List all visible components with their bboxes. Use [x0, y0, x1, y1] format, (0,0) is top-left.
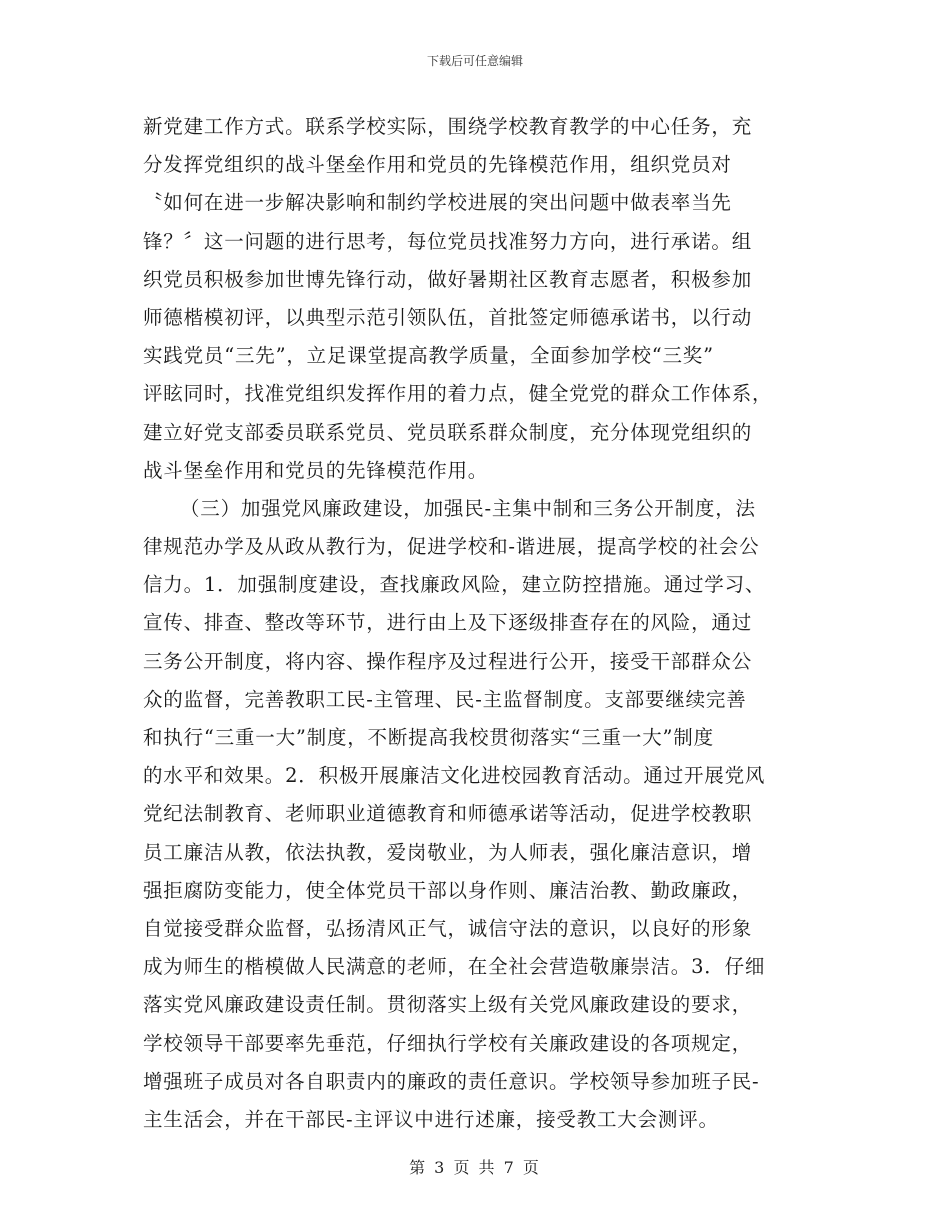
paragraph-start-line: （三）加强党风廉政建设，加强民-主集中制和三务公开制度，法 — [180, 496, 756, 520]
text-line: 宣传、排查、整改等环节，进行由上及下逐级排查存在的风险，通过 — [143, 611, 753, 635]
text-line: 员工廉洁从教，依法执教，爱岗敬业，为人师表，强化廉洁意识，增 — [143, 840, 753, 864]
text-line: 的水平和效果。2．积极开展廉洁文化进校园教育活动。通过开展党风 — [143, 764, 766, 788]
text-line: 律规范办学及从政从教行为，促进学校和-谐进展，提高学校的社会公 — [143, 535, 760, 559]
text-line: 织党员积极参加世博先锋行动，做好暑期社区教育志愿者，积极参加 — [143, 267, 753, 291]
text-line: 自觉接受群众监督，弘扬清风正气，诚信守法的意识，以良好的形象 — [143, 916, 753, 940]
text-line: 评眩同时，找准党组织发挥作用的着力点，健全党党的群众工作体系， — [143, 382, 773, 406]
text-line: 众的监督，完善教职工民-主管理、民-主监督制度。支部要继续完善 — [143, 687, 747, 711]
text-line: 成为师生的楷模做人民满意的老师，在全社会营造敬廉崇洁。3．仔细 — [143, 955, 766, 979]
text-line: 战斗堡垒作用和党员的先锋模范作用。 — [143, 458, 489, 482]
text-line: 新党建工作方式。联系学校实际，围绕学校教育教学的中心任务，充 — [143, 115, 753, 138]
text-line: 党纪法制教育、老师职业道德教育和师德承诺等活动，促进学校教职 — [143, 802, 753, 826]
text-line: 三务公开制度，将内容、操作程序及过程进行公开，接受干部群众公 — [143, 649, 753, 673]
document-body — [143, 108, 808, 1139]
text-line: 实践党员“三先”，立足课堂提高教学质量，全面参加学校“三奖” — [143, 344, 714, 368]
text-line: 学校领导干部要率先垂范，仔细执行学校有关廉政建设的各项规定， — [143, 1031, 753, 1055]
text-line: 师德楷模初评，以典型示范引领队伍，首批签定师德承诺书，以行动 — [143, 305, 753, 329]
text-line: 落实党风廉政建设责任制。贯彻落实上级有关党风廉政建设的要求， — [143, 993, 753, 1017]
text-line: 和执行“三重一大”制度，不断提高我校贯彻落实“三重一大”制度 — [143, 726, 714, 749]
download-note: 下载后可任意编辑 — [426, 54, 523, 68]
text-line: 信力。1．加强制度建设，查找廉政风险，建立防控措施。通过学习、 — [143, 573, 766, 597]
text-line: 强拒腐防变能力，使全体党员干部以身作则、廉洁治教、勤政廉政， — [143, 878, 753, 902]
page-number: 第 3 页 共 7 页 — [409, 1158, 541, 1177]
text-line: 〝如何在进一步解决影响和制约学校进展的突出问题中做表率当先 — [143, 191, 732, 215]
text-line: 分发挥党组织的战斗堡垒作用和党员的先锋模范作用，组织党员对 — [143, 153, 732, 177]
text-line: 锋？〞这一问题的进行思考，每位党员找准努力方向，进行承诺。组 — [143, 229, 753, 253]
text-line: 增强班子成员对各自职责内的廉政的责任意识。学校领导参加班子民- — [143, 1069, 760, 1093]
text-line: 主生活会，并在干部民-主评议中进行述廉，接受教工大会测评。 — [143, 1107, 719, 1131]
text-line: 建立好党支部委员联系党员、党员联系群众制度，充分体现党组织的 — [143, 420, 753, 444]
